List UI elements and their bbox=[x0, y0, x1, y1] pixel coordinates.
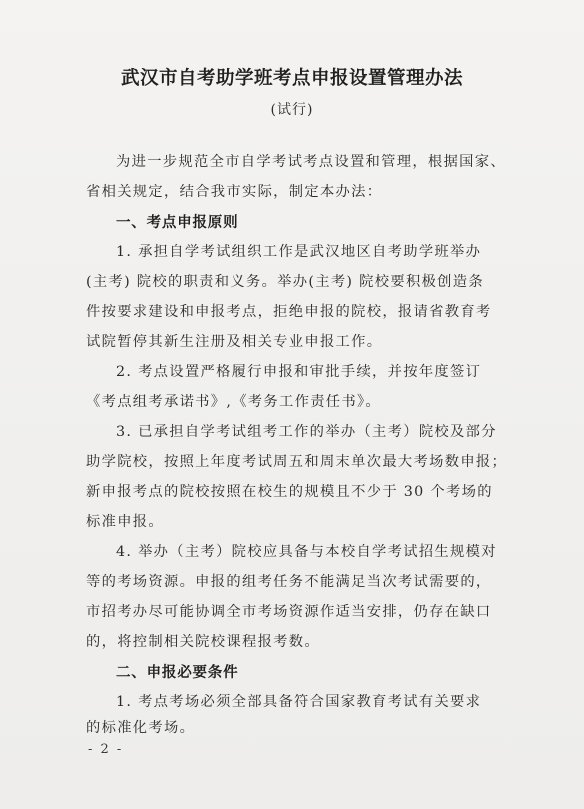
intro-line-1: 为进一步规范全市自学考试考点设置和管理，根据国家、 bbox=[116, 154, 506, 170]
item-4-line-2: 等的考场资源。申报的组考任务不能满足当次考试需要的， bbox=[86, 574, 492, 590]
section-1-heading: 一、考点申报原则 bbox=[116, 215, 239, 231]
item-1-line-4: 试院暂停其新生注册及相关专业申报工作。 bbox=[86, 334, 383, 350]
document-title: 武汉市自考助学班考点申报设置管理办法 bbox=[120, 68, 463, 89]
item-2-line-2: 《考点组考承诺书》,《考务工作责任书》。 bbox=[86, 394, 382, 410]
item-5-line-2: 的标准化考场。 bbox=[86, 720, 196, 736]
intro-line-2: 省相关规定，结合我市实际，制定本办法： bbox=[86, 184, 383, 200]
item-1-line-2: (主考) 院校的职责和义务。举办(主考) 院校要积极创造条 bbox=[86, 274, 484, 290]
item-5-line-1: 1. 考点考场必须全部具备符合国家教育考试有关要求 bbox=[116, 694, 482, 710]
item-3-line-1: 3. 已承担自学考试组考工作的举办（主考）院校及部分 bbox=[116, 424, 497, 440]
item-3-line-4: 标准申报。 bbox=[86, 514, 164, 530]
page-number: - 2 - bbox=[88, 742, 124, 757]
item-1-line-1: 1. 承担自学考试组织工作是武汉地区自考助学班举办 bbox=[116, 244, 482, 260]
item-4-line-1: 4. 举办（主考）院校应具备与本校自学考试招生规模对 bbox=[116, 544, 497, 560]
item-3-line-3: 新申报考点的院校按照在校生的规模且不少于 30 个考场的 bbox=[86, 484, 493, 500]
document-subtitle: (试行) bbox=[270, 102, 314, 118]
section-2-heading: 二、申报必要条件 bbox=[116, 665, 239, 681]
item-4-line-4: 的，将控制相关院校课程报考数。 bbox=[86, 634, 320, 650]
item-2-line-1: 2. 考点设置严格履行申报和审批手续，并按年度签订 bbox=[116, 364, 482, 380]
item-4-line-3: 市招考办尽可能协调全市考场资源作适当安排，仍存在缺口 bbox=[86, 604, 492, 620]
item-3-line-2: 助学院校，按照上年度考试周五和周末单次最大考场数申报； bbox=[86, 454, 508, 470]
item-1-line-3: 件按要求建设和申报考点，拒绝申报的院校，报请省教育考 bbox=[86, 304, 492, 320]
